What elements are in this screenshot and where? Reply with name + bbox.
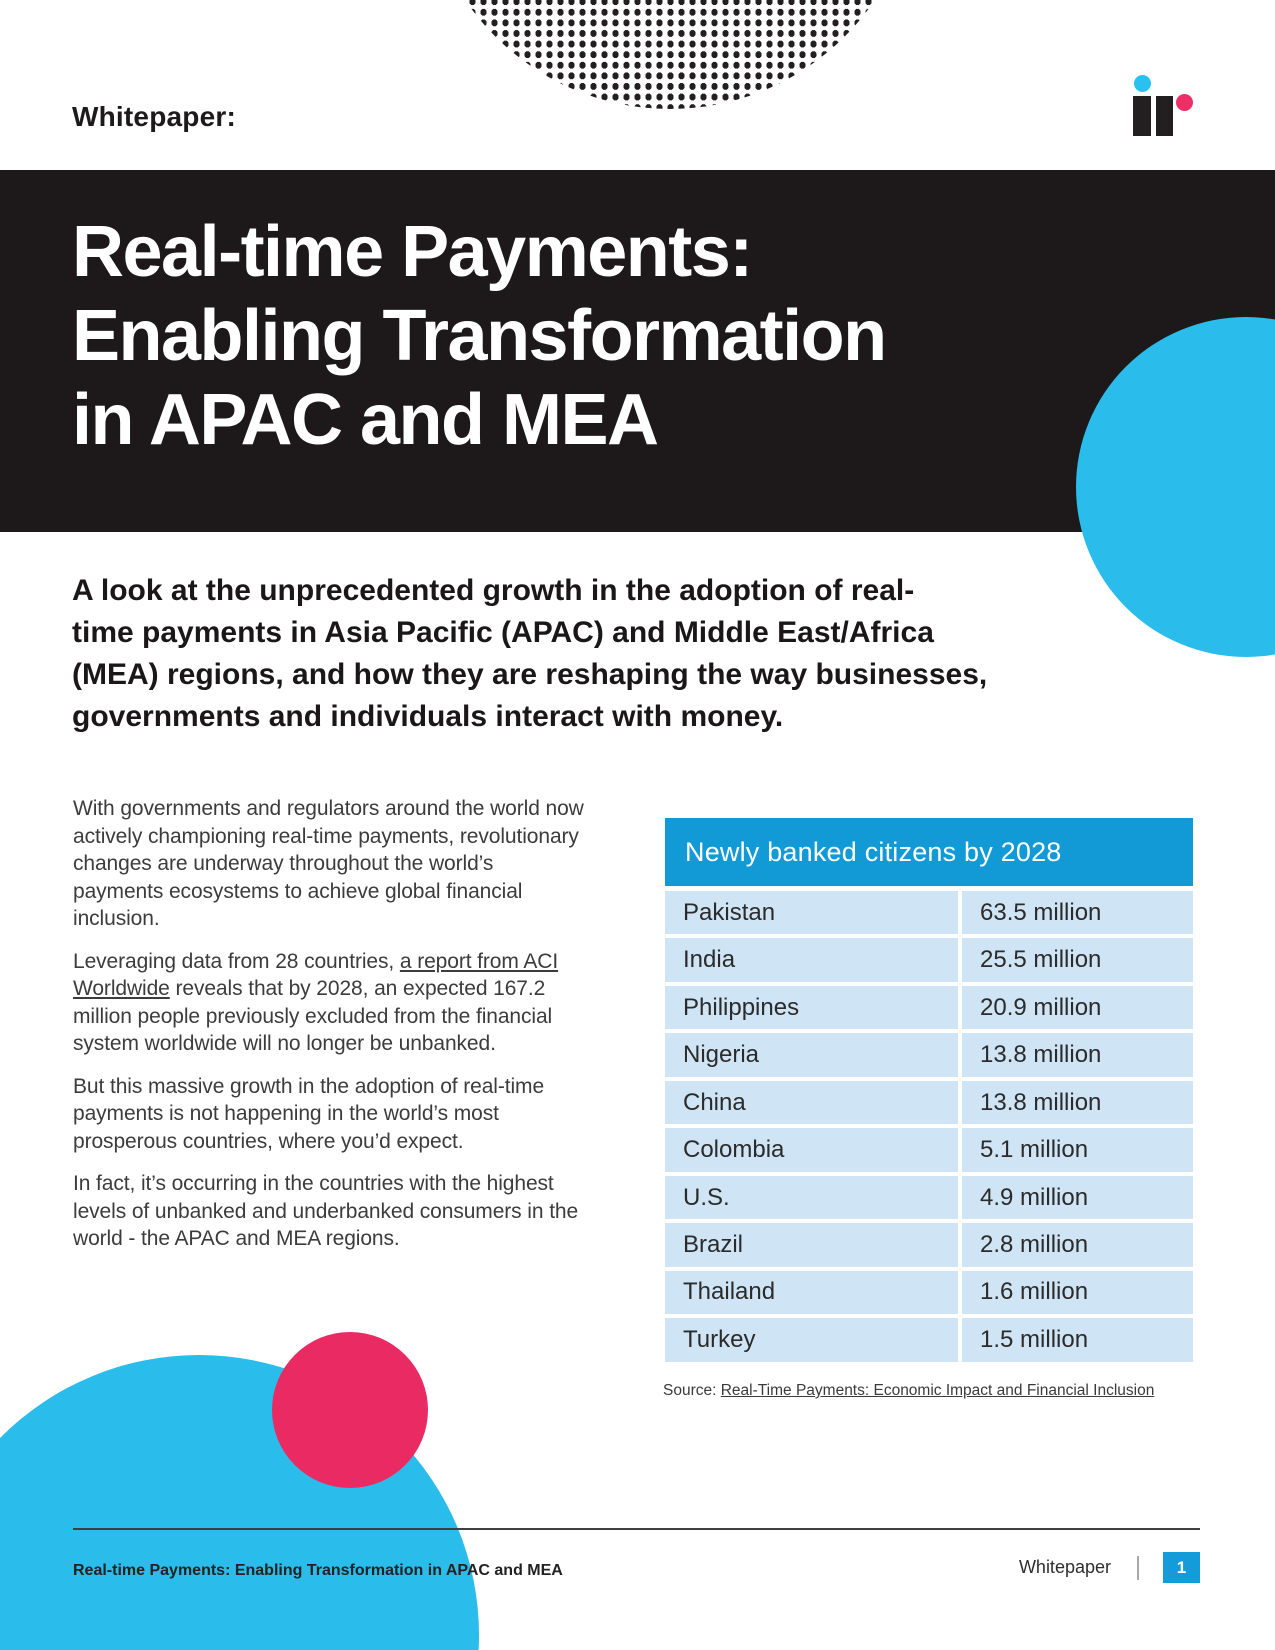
page-title-line-1: Real-time Payments: [72, 212, 752, 292]
source-report-link[interactable]: Real-Time Payments: Economic Impact and Financial Inclusion [720, 1382, 1155, 1399]
footer-separator-bar [1137, 1556, 1139, 1580]
pink-circle [272, 1332, 428, 1488]
table-cell-value: 63.5 million [962, 891, 1193, 934]
page-title [72, 210, 886, 462]
body-column [73, 795, 589, 1268]
table-row [665, 1081, 1193, 1124]
page-title-line-3: in APAC and MEA [72, 380, 658, 460]
table-cell-value: 25.5 million [962, 938, 1193, 981]
ir-logo [1130, 73, 1200, 139]
footer-whitepaper-label: Whitepaper [1018, 1557, 1111, 1577]
table-row [665, 1033, 1193, 1076]
page-number-badge: 1 [1163, 1552, 1200, 1583]
table-row [665, 1176, 1193, 1219]
table-header: Newly banked citizens by 2028 [665, 818, 1193, 886]
table-cell-country: Pakistan [665, 891, 958, 934]
table-row [665, 891, 1193, 934]
footer-right-group [1019, 1552, 1200, 1583]
table-cell-value: 13.8 million [962, 1033, 1193, 1076]
whitepaper-label: Whitepaper: [72, 101, 236, 132]
table-cell-country: India [665, 938, 958, 981]
lede-line-4: governments and individuals interact with money. [72, 700, 784, 733]
table-cell-value: 4.9 million [962, 1176, 1193, 1219]
lede-line-1: A look at the unprecedented growth in the adoption of real- [72, 574, 915, 607]
table-row [665, 938, 1193, 981]
logo-right-bar-icon [1156, 96, 1173, 136]
table-cell-country: Nigeria [665, 1033, 958, 1076]
table-row [665, 986, 1193, 1029]
footer-divider-line [73, 1528, 1200, 1530]
table-cell-value: 1.6 million [962, 1271, 1193, 1314]
table-row [665, 1318, 1193, 1361]
body-paragraph-2-text: Leveraging data from 28 countries, [73, 949, 400, 973]
body-paragraph-1: With governments and regulators around the world now actively championing real-time payments, revolutionary changes are underway throughout the world’s payments ecosystems to achieve global financial inclusion. [73, 797, 584, 930]
source-prefix: Source: [663, 1382, 721, 1399]
body-paragraph-4: In fact, it’s occurring in the countries with the highest levels of unbanked and underbanked consumers in the world - the APAC and MEA regions. [73, 1172, 579, 1250]
newly-banked-table [665, 818, 1193, 1366]
table-row [665, 1223, 1193, 1266]
table-cell-value: 2.8 million [962, 1223, 1193, 1266]
table-cell-country: Colombia [665, 1128, 958, 1171]
page-title-line-2: Enabling Transformation [72, 296, 886, 376]
table-cell-country: Philippines [665, 986, 958, 1029]
lede-line-3: (MEA) regions, and how they are reshaping the way businesses, [72, 658, 988, 691]
table-cell-country: Thailand [665, 1271, 958, 1314]
table-cell-country: Turkey [665, 1318, 958, 1361]
table-cell-country: Brazil [665, 1223, 958, 1266]
table-source-note [663, 1382, 1154, 1400]
aci-worldwide-report-link[interactable]: a report from ACI Worldwide [73, 949, 559, 1000]
table-cell-value: 20.9 million [962, 986, 1193, 1029]
logo-left-bar-icon [1133, 96, 1151, 136]
table-row [665, 1271, 1193, 1314]
table-cell-value: 13.8 million [962, 1081, 1193, 1124]
table-cell-country: U.S. [665, 1176, 958, 1219]
table-cell-country: China [665, 1081, 958, 1124]
logo-cyan-dot-icon [1134, 75, 1151, 92]
table-body [665, 891, 1193, 1362]
footer-document-title: Real-time Payments: Enabling Transformation in APAC and MEA [73, 1562, 563, 1579]
table-row [665, 1128, 1193, 1171]
body-paragraph-2-text-after: reveals that by 2028, an expected 167.2 million people previously excluded from the financial system worldwide will no longer be unbanked. [73, 977, 553, 1055]
body-paragraph-3: But this massive growth in the adoption of real-time payments is not happening in the world’s most prosperous countries, where you’d expect. [73, 1074, 545, 1153]
table-cell-value: 1.5 million [962, 1318, 1193, 1361]
table-cell-value: 5.1 million [962, 1128, 1193, 1171]
logo-pink-dot-icon [1176, 94, 1193, 111]
lede-line-2: time payments in Asia Pacific (APAC) and Middle East/Africa [72, 616, 934, 649]
lede-paragraph [72, 570, 987, 738]
dotted-semicircle-decoration [423, 0, 917, 109]
body-paragraph-2 [73, 948, 589, 1058]
